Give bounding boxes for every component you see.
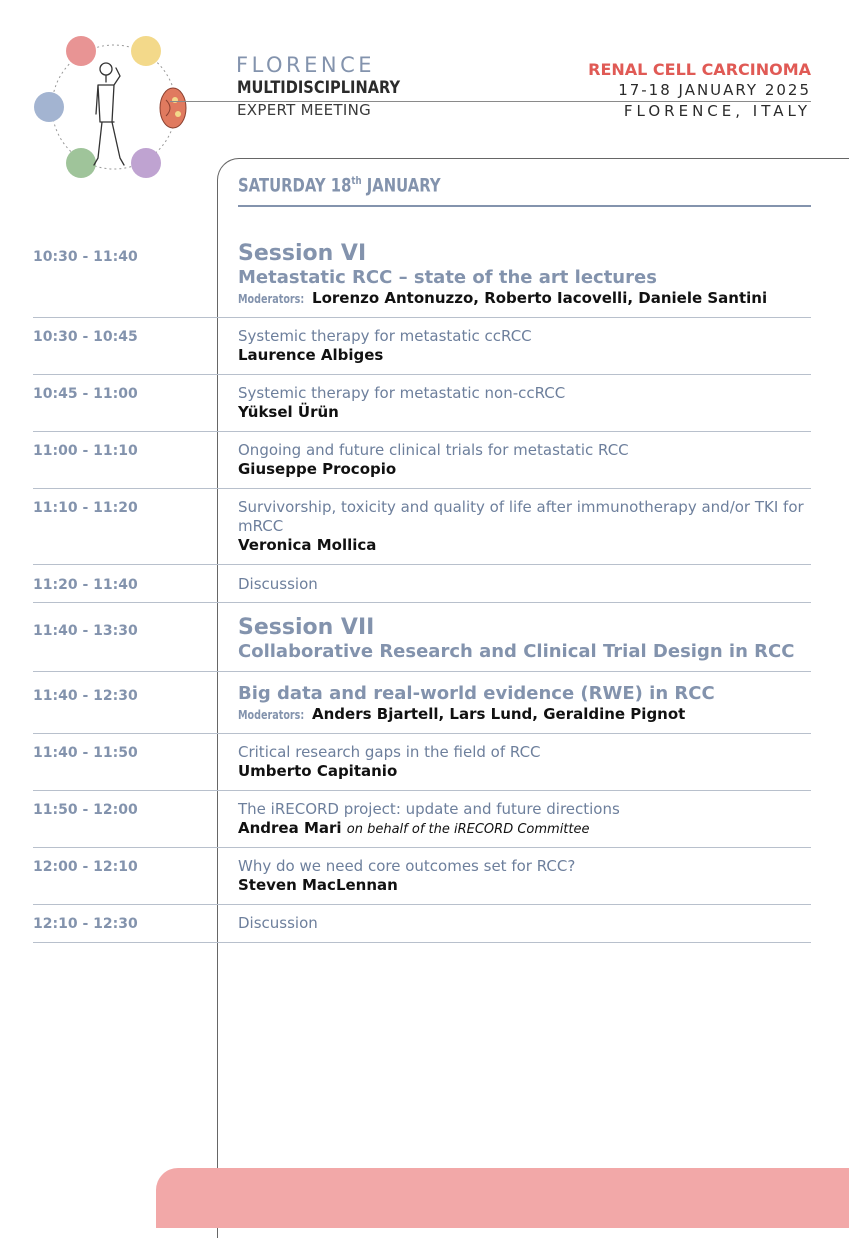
speaker-name: Andrea Mari [238, 819, 342, 837]
row-divider [33, 488, 811, 489]
talk-title: Ongoing and future clinical trials for metastatic RCC [238, 441, 629, 459]
speaker-note: on behalf of the iRECORD Committee [346, 822, 590, 837]
row-time: 11:10 - 11:20 [33, 500, 138, 516]
row-divider [33, 374, 811, 375]
talk-block [238, 575, 816, 594]
logo-dot-red [66, 36, 96, 66]
talk-block [238, 327, 816, 365]
speaker: Steven MacLennan [238, 876, 398, 894]
row-divider [33, 602, 811, 603]
row-divider [33, 942, 811, 943]
speaker: Giuseppe Procopio [238, 460, 397, 478]
brand-line-2: MULTIDISCIPLINARY [237, 78, 401, 98]
talk-block [238, 384, 816, 422]
session-title: Session VI [238, 241, 367, 266]
row-time: 11:40 - 11:50 [33, 745, 138, 761]
row-time: 11:50 - 12:00 [33, 802, 138, 818]
logo [28, 30, 198, 185]
row-time: 10:30 - 11:40 [33, 249, 138, 265]
subsession-title: Big data and real-world evidence (RWE) in RCC [238, 683, 715, 704]
session-block [238, 241, 816, 309]
day-heading-rule [238, 205, 811, 207]
talk-title: Critical research gaps in the field of RCC [238, 743, 541, 761]
talk-title: Systemic therapy for metastatic non-ccRCC [238, 384, 566, 402]
row-divider [33, 790, 811, 791]
talk-block [238, 441, 816, 479]
logo-ring [52, 45, 176, 169]
moderators [238, 705, 816, 725]
logo-dot-green [66, 148, 96, 178]
row-divider [33, 431, 811, 432]
event-info [588, 60, 811, 122]
logo-dot-yellow [131, 36, 161, 66]
row-time: 11:40 - 12:30 [33, 688, 138, 704]
speaker: Laurence Albiges [238, 346, 384, 364]
moderators-label: Moderators: [238, 292, 305, 306]
talk-title: The iRECORD project: update and future directions [238, 800, 620, 818]
event-place: FLORENCE, ITALY [623, 102, 811, 120]
moderators-names: Lorenzo Antonuzzo, Roberto Iacovelli, Daniele Santini [312, 289, 768, 307]
talk-block [238, 498, 816, 555]
row-divider [33, 904, 811, 905]
row-time: 10:45 - 11:00 [33, 386, 138, 402]
talk-title: Discussion [238, 575, 318, 593]
session-subtitle: Metastatic RCC – state of the art lectures [238, 267, 657, 288]
row-divider [33, 733, 811, 734]
speaker: Yüksel Ürün [238, 403, 339, 421]
row-divider [33, 671, 811, 672]
row-divider [33, 847, 811, 848]
speaker: Veronica Mollica [238, 536, 377, 554]
talk-title: Survivorship, toxicity and quality of life after immunotherapy and/or TKI for mRCC [238, 498, 804, 535]
talk-block [238, 857, 816, 895]
session-block [238, 615, 816, 663]
talk-block [238, 800, 816, 839]
row-time: 12:00 - 12:10 [33, 859, 138, 875]
talk-title: Discussion [238, 914, 318, 932]
talk-title: Systemic therapy for metastatic ccRCC [238, 327, 532, 345]
statue-icon [94, 63, 124, 165]
kidney-icon [160, 88, 186, 128]
row-time: 11:00 - 11:10 [33, 443, 138, 459]
speaker [238, 819, 816, 839]
brand-line-3: EXPERT MEETING [237, 101, 372, 119]
day-heading-prefix: SATURDAY 18 [238, 174, 352, 197]
moderators [238, 289, 816, 309]
talk-title: Why do we need core outcomes set for RCC? [238, 857, 576, 875]
talk-block [238, 743, 816, 781]
day-heading [238, 174, 441, 196]
moderators-names: Anders Bjartell, Lars Lund, Geraldine Pignot [312, 705, 686, 723]
session-title: Session VII [238, 615, 375, 640]
logo-dot-purple [131, 148, 161, 178]
event-title: RENAL CELL CARCINOMA [588, 60, 811, 79]
session-subtitle: Collaborative Research and Clinical Trial Design in RCC [238, 641, 795, 662]
subsession-block [238, 682, 816, 725]
talk-block [238, 914, 816, 933]
row-divider [33, 317, 811, 318]
row-time: 12:10 - 12:30 [33, 916, 138, 932]
brand-line-1: FLORENCE [236, 53, 376, 77]
logo-dot-blue [34, 92, 64, 122]
footer-band [156, 1168, 849, 1228]
moderators-label: Moderators: [238, 708, 305, 722]
row-time: 10:30 - 10:45 [33, 329, 138, 345]
speaker: Umberto Capitanio [238, 762, 398, 780]
event-dates: 17-18 JANUARY 2025 [618, 81, 811, 99]
day-heading-suffix: JANUARY [361, 174, 441, 197]
row-divider [33, 564, 811, 565]
row-time: 11:20 - 11:40 [33, 577, 138, 593]
day-heading-sup: th [351, 174, 362, 187]
row-time: 11:40 - 13:30 [33, 623, 138, 639]
